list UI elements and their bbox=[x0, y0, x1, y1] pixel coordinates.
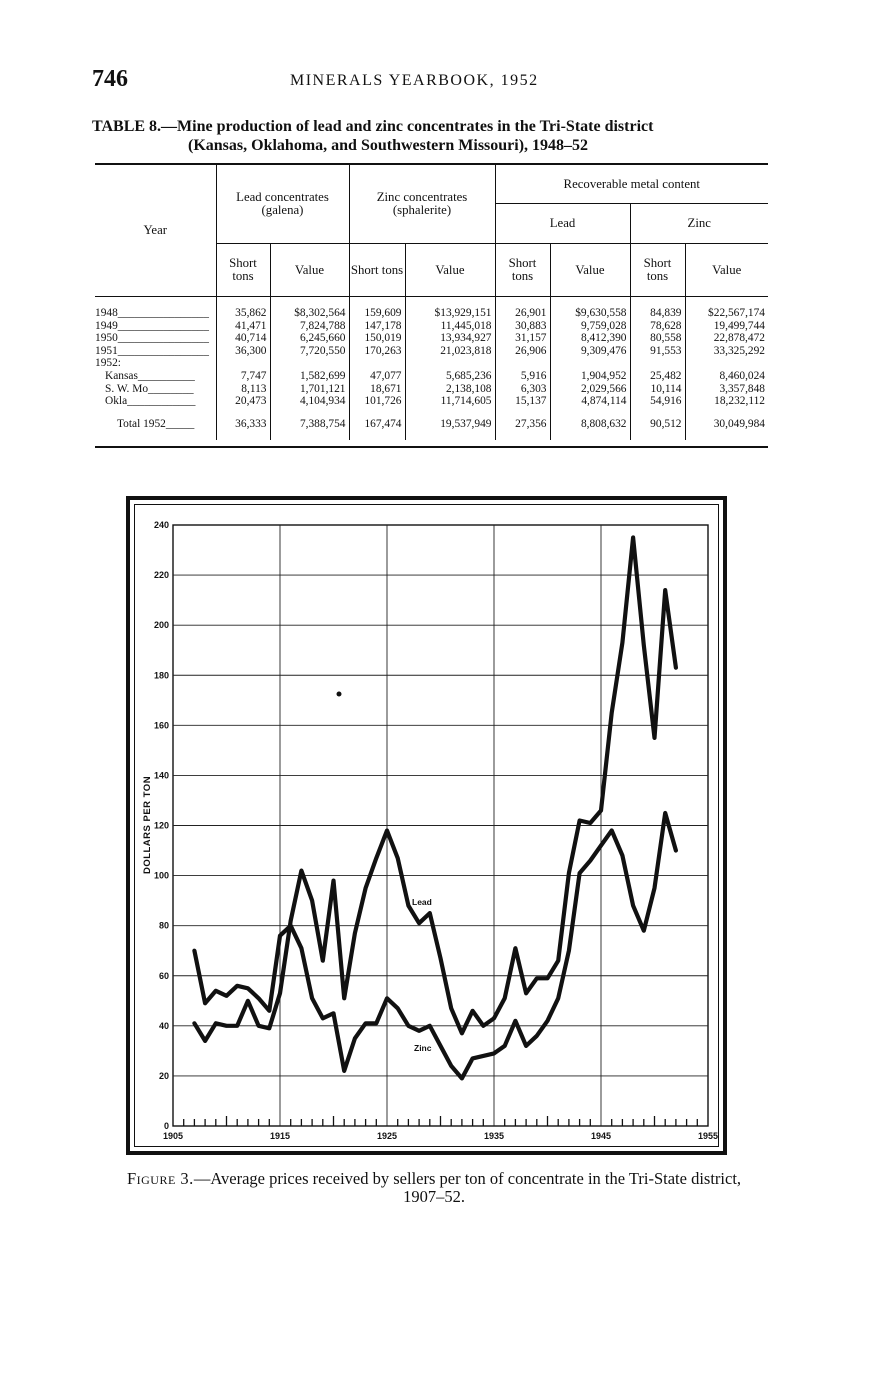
y-tick-label: 140 bbox=[153, 770, 169, 781]
table-title-line1: TABLE 8.—Mine production of lead and zinc concentrates in the Tri-State district bbox=[92, 118, 654, 135]
figure-label: Figure 3. bbox=[126, 1169, 194, 1188]
table-cell: 26,906 bbox=[495, 345, 550, 358]
col-zinc-metal: Zinc bbox=[630, 204, 768, 244]
table-cell: 8,460,024 bbox=[685, 370, 768, 383]
table-cell-year: Okla____________ bbox=[105, 395, 196, 408]
table-cell: 6,245,660 bbox=[270, 332, 349, 345]
table-cell: 11,714,605 bbox=[405, 395, 495, 408]
table-cell: 4,104,934 bbox=[270, 395, 349, 408]
table-cell: 147,178 bbox=[349, 320, 405, 333]
table-cell: 31,157 bbox=[495, 332, 550, 345]
y-tick-label: 240 bbox=[153, 520, 169, 530]
table-cell: 27,356 bbox=[495, 418, 550, 431]
table-cell: 90,512 bbox=[630, 418, 685, 431]
table-cell-year: 1949________________ bbox=[95, 319, 209, 332]
col-zinc-concentrates: Zinc concentrates (sphalerite) bbox=[349, 164, 495, 244]
page-number: 746 bbox=[92, 66, 128, 92]
table-cell: 13,934,927 bbox=[405, 332, 495, 345]
table-cell: 150,019 bbox=[349, 332, 405, 345]
col-value: Value bbox=[405, 244, 495, 297]
table-cell: 21,023,818 bbox=[405, 345, 495, 358]
table-cell: 11,445,018 bbox=[405, 320, 495, 333]
col-value: Value bbox=[550, 244, 630, 297]
x-tick-label: 1905 bbox=[162, 1131, 184, 1141]
series-label-zinc: Zinc bbox=[414, 1043, 432, 1053]
table-cell: 4,874,114 bbox=[550, 395, 630, 408]
col-year: Year bbox=[95, 164, 216, 297]
table-cell: 1,701,121 bbox=[270, 383, 349, 396]
table-cell: 54,916 bbox=[630, 395, 685, 408]
figure-caption-text: —Average prices received by sellers per ton of concentrate in the Tri-State district, 1907–52. bbox=[193, 1169, 742, 1206]
table-cell: 7,824,788 bbox=[270, 320, 349, 333]
table-cell: 91,553 bbox=[630, 345, 685, 358]
table-cell: 33,325,292 bbox=[685, 345, 768, 358]
table-cell: 170,263 bbox=[349, 345, 405, 358]
table-cell: 1,582,699 bbox=[270, 370, 349, 383]
col-lead-metal: Lead bbox=[495, 204, 630, 244]
table-cell: 101,726 bbox=[349, 395, 405, 408]
table-cell: 36,333 bbox=[216, 418, 270, 431]
table-title-line2: (Kansas, Oklahoma, and Southwestern Missouri), 1948–52 bbox=[188, 137, 589, 154]
table-cell: 6,303 bbox=[495, 383, 550, 396]
table-cell-year: Total 1952_____ bbox=[117, 417, 195, 430]
y-tick-label: 80 bbox=[158, 920, 169, 931]
col-lead-concentrates: Lead concentrates (galena) bbox=[216, 164, 349, 244]
table-cell: 15,137 bbox=[495, 395, 550, 408]
table-cell: 18,671 bbox=[349, 383, 405, 396]
table-cell: $22,567,174 bbox=[685, 307, 768, 320]
table-cell: 8,113 bbox=[216, 383, 270, 396]
table-cell-year: 1952: bbox=[95, 357, 121, 370]
col-short-tons: Short tons bbox=[216, 244, 270, 297]
table-cell: 41,471 bbox=[216, 320, 270, 333]
table-cell: 1,904,952 bbox=[550, 370, 630, 383]
table-cell: 22,878,472 bbox=[685, 332, 768, 345]
y-tick-label: 220 bbox=[153, 570, 169, 581]
x-tick-label: 1925 bbox=[376, 1131, 398, 1141]
x-tick-label: 1935 bbox=[483, 1131, 505, 1141]
series-line-lead bbox=[194, 813, 676, 1078]
col-short-tons: Short tons bbox=[630, 244, 685, 297]
y-axis-label: DOLLARS PER TON bbox=[142, 775, 153, 875]
table-cell: 9,759,028 bbox=[550, 320, 630, 333]
table-cell: $13,929,151 bbox=[405, 307, 495, 320]
y-tick-label: 120 bbox=[153, 820, 169, 831]
table-cell: 36,300 bbox=[216, 345, 270, 358]
table-cell: 35,862 bbox=[216, 307, 270, 320]
running-head: MINERALS YEARBOOK, 1952 bbox=[290, 72, 539, 89]
table-cell: 78,628 bbox=[630, 320, 685, 333]
x-tick-label: 1915 bbox=[269, 1131, 291, 1141]
table-cell: 84,839 bbox=[630, 307, 685, 320]
y-tick-label: 200 bbox=[153, 620, 169, 631]
table-cell-year: Kansas__________ bbox=[105, 369, 195, 382]
series-label-lead: Lead bbox=[412, 897, 432, 907]
table-cell: 20,473 bbox=[216, 395, 270, 408]
ink-speck bbox=[337, 692, 342, 697]
table-cell: 26,901 bbox=[495, 307, 550, 320]
table-cell-year: 1951________________ bbox=[95, 344, 209, 357]
table-cell: 7,388,754 bbox=[270, 418, 349, 431]
table-cell: $9,630,558 bbox=[550, 307, 630, 320]
col-recoverable: Recoverable metal content bbox=[495, 164, 768, 204]
table-cell: 19,537,949 bbox=[405, 418, 495, 431]
series-line-zinc bbox=[194, 538, 676, 1041]
col-value: Value bbox=[270, 244, 349, 297]
table-cell: 8,808,632 bbox=[550, 418, 630, 431]
table-cell: 159,609 bbox=[349, 307, 405, 320]
y-tick-label: 180 bbox=[153, 670, 169, 681]
table-cell: 80,558 bbox=[630, 332, 685, 345]
table-cell: 7,747 bbox=[216, 370, 270, 383]
table-cell: 10,114 bbox=[630, 383, 685, 396]
x-tick-label: 1945 bbox=[590, 1131, 612, 1141]
table-cell: 2,029,566 bbox=[550, 383, 630, 396]
x-tick-label: 1955 bbox=[697, 1131, 719, 1141]
table-cell: 30,049,984 bbox=[685, 418, 768, 431]
table-cell: 40,714 bbox=[216, 332, 270, 345]
table-cell: 5,916 bbox=[495, 370, 550, 383]
figure-caption bbox=[124, 1170, 744, 1206]
table-cell: 167,474 bbox=[349, 418, 405, 431]
table-cell: 3,357,848 bbox=[685, 383, 768, 396]
table-cell: 25,482 bbox=[630, 370, 685, 383]
table-cell: $8,302,564 bbox=[270, 307, 349, 320]
table-cell: 5,685,236 bbox=[405, 370, 495, 383]
y-tick-label: 60 bbox=[158, 970, 169, 981]
col-short-tons: Short tons bbox=[495, 244, 550, 297]
table-cell: 19,499,744 bbox=[685, 320, 768, 333]
table-cell: 30,883 bbox=[495, 320, 550, 333]
table-cell: 18,232,112 bbox=[685, 395, 768, 408]
y-tick-label: 20 bbox=[158, 1070, 169, 1081]
table-cell: 7,720,550 bbox=[270, 345, 349, 358]
table-cell-year: S. W. Mo________ bbox=[105, 382, 194, 395]
y-tick-label: 40 bbox=[158, 1020, 169, 1031]
y-tick-label: 0 bbox=[163, 1121, 169, 1131]
table-cell-year: 1948________________ bbox=[95, 307, 209, 319]
table-cell: 47,077 bbox=[349, 370, 405, 383]
y-tick-label: 160 bbox=[153, 720, 169, 731]
table-cell: 8,412,390 bbox=[550, 332, 630, 345]
table-cell: 9,309,476 bbox=[550, 345, 630, 358]
table-cell-year: 1950________________ bbox=[95, 332, 209, 345]
y-tick-label: 100 bbox=[153, 870, 169, 881]
table-cell: 2,138,108 bbox=[405, 383, 495, 396]
col-short-tons: Short tons bbox=[349, 244, 405, 297]
col-value: Value bbox=[685, 244, 768, 297]
